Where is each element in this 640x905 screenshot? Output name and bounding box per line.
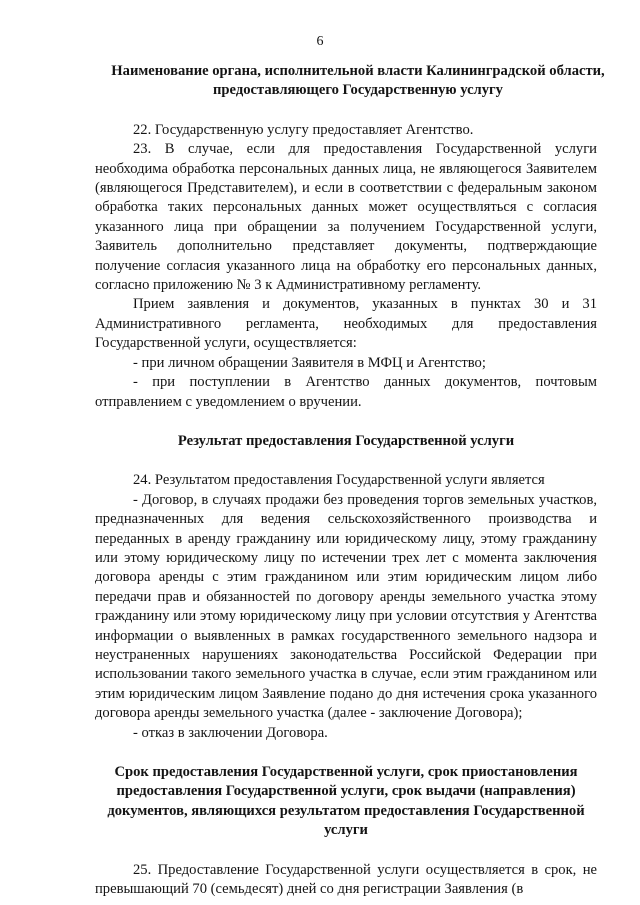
paragraph-24: 24. Результатом предоставления Государственной услуги является <box>133 472 545 489</box>
list-item-mail: - при поступлении в Агентство данных документов, почтовым отправлением с уведомлением о вручении. <box>95 374 597 410</box>
page-number: 6 <box>316 34 324 49</box>
paragraph-reception: Прием заявления и документов, указанных в пунктах 30 и 31 Административного регламента, необходимых для предоставления Государственной услуги, осуществляется: <box>95 296 597 352</box>
paragraph-23: 23. В случае, если для предоставления Государственной услуги необходима обработка персональных данных лица, не являющегося Заявителем (являющегося Представителем), и если в соответствии с федеральным законом обработка таких персональных данных может осуществляться с согласия указанного лица при обращении за получением Государственной услуги, Заявитель дополнительно представляет документы, подтверждающие получение согласия указанного лица на обработку его персональных данных, согласно приложению № 3 к Административному регламенту. <box>95 141 597 294</box>
list-item-refusal: - отказ в заключении Договора. <box>133 724 328 741</box>
list-item-mfc: - при личном обращении Заявителя в МФЦ и Агентство; <box>133 354 486 371</box>
section-heading-terms: Срок предоставления Государственной услуги, срок приостановления предоставления Государственной услуги, срок выдачи (направления) документов, являющихся результатом предоставления Государственной услуги <box>107 764 585 839</box>
list-item-contract: - Договор, в случаях продажи без проведения торгов земельных участков, предназначенных для ведения сельскохозяйственного производства и переданных в аренду гражданину или юридическому лицу, этому гражданину или этому юридическому лицу по истечении трех лет с момента заключения договора аренды с этим гражданином или этим юридическим лицом либо передачи прав и обязанностей по договору аренды земельного участка этому гражданину или этому юридическому лицу при условии отсутствия у Агентства информации о выявленных в рамках государственного земельного надзора и неустраненных нарушениях законодательства Российской Федерации при использовании такого земельного участка в случае, если этим гражданином или этим юридическим лицом Заявление подано до дня истечения срока указанного договора аренды земельного участка (далее - заключение Договора); <box>95 491 597 722</box>
section-heading-authority: Наименование органа, исполнительной власти Калининградской области, предоставляющего Государственную услугу <box>111 63 605 99</box>
paragraph-22: 22. Государственную услугу предоставляет Агентство. <box>133 121 474 138</box>
paragraph-25: 25. Предоставление Государственной услуги осуществляется в срок, не превышающий 70 (семьдесят) дней со дня регистрации Заявления (в <box>95 861 597 898</box>
document-body <box>95 62 605 899</box>
section-heading-result: Результат предоставления Государственной услуги <box>177 432 515 449</box>
